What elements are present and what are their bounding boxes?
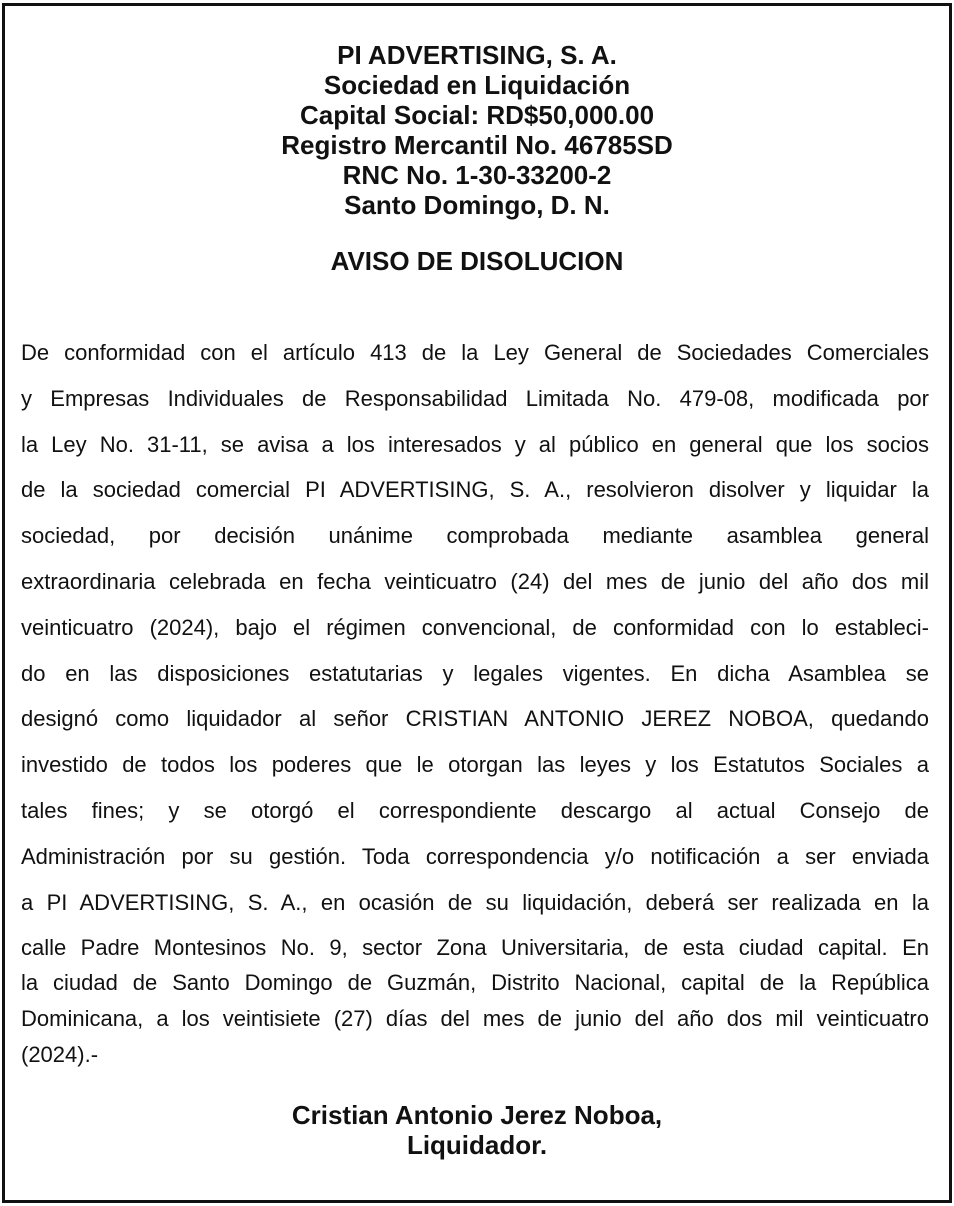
company-status: Sociedad en Liquidación bbox=[323, 70, 631, 100]
body-line: sociedad, por decisión unánime comprobada mediante asamblea general bbox=[21, 523, 929, 549]
body-line: la ciudad de Santo Domingo de Guzmán, Distrito Nacional, capital de la República bbox=[21, 970, 929, 995]
body-line: investido de todos los poderes que le otorgan las leyes y los Estatutos Sociales a bbox=[21, 752, 929, 778]
company-name: PI ADVERTISING, S. A. bbox=[337, 40, 617, 70]
body-line: do en las disposiciones estatutarias y legales vigentes. En dicha Asamblea se bbox=[21, 660, 929, 686]
body-line: tales fines; y se otorgó el correspondiente descargo al actual Consejo de bbox=[21, 797, 929, 823]
notice-body-tight bbox=[21, 965, 929, 1073]
company-registry: Registro Mercantil No. 46785SD bbox=[281, 130, 673, 160]
body-line: extraordinaria celebrada en fecha veinticuatro (24) del mes de junio del año dos mil bbox=[21, 568, 929, 594]
notice-title: AVISO DE DISOLUCION bbox=[330, 246, 624, 276]
notice-frame bbox=[2, 3, 952, 1203]
body-line: designó como liquidador al señor CRISTIAN ANTONIO JEREZ NOBOA, quedando bbox=[21, 706, 929, 732]
signature-role: Liquidador. bbox=[406, 1130, 548, 1160]
company-city: Santo Domingo, D. N. bbox=[344, 190, 610, 220]
body-line: y Empresas Individuales de Responsabilidad Limitada No. 479-08, modificada por bbox=[21, 385, 929, 411]
body-line: Dominicana, a los veintisiete (27) días del mes de junio del año dos mil veinticuatro bbox=[21, 1006, 929, 1031]
body-line: la Ley No. 31-11, se avisa a los interesados y al público en general que los socios bbox=[21, 431, 929, 457]
body-line: Administración por su gestión. Toda correspondencia y/o notificación a ser enviada bbox=[21, 843, 929, 869]
signature-name: Cristian Antonio Jerez Noboa, bbox=[291, 1100, 663, 1130]
signature-block bbox=[5, 1100, 949, 1160]
notice-body-spaced bbox=[21, 330, 929, 971]
company-rnc: RNC No. 1-30-33200-2 bbox=[342, 160, 612, 190]
body-line: veinticuatro (2024), bajo el régimen convencional, de conformidad con lo estableci- bbox=[21, 614, 929, 640]
body-line: (2024).- bbox=[21, 1042, 99, 1067]
body-line: a PI ADVERTISING, S. A., en ocasión de su liquidación, deberá ser realizada en la bbox=[21, 889, 929, 915]
notice-header bbox=[5, 40, 949, 220]
body-line: De conformidad con el artículo 413 de la Ley General de Sociedades Comerciales bbox=[21, 340, 929, 365]
company-capital: Capital Social: RD$50,000.00 bbox=[299, 100, 655, 130]
body-line: calle Padre Montesinos No. 9, sector Zona Universitaria, de esta ciudad capital. En bbox=[21, 935, 929, 961]
body-line: de la sociedad comercial PI ADVERTISING, S. A., resolvieron disolver y liquidar la bbox=[21, 477, 929, 503]
